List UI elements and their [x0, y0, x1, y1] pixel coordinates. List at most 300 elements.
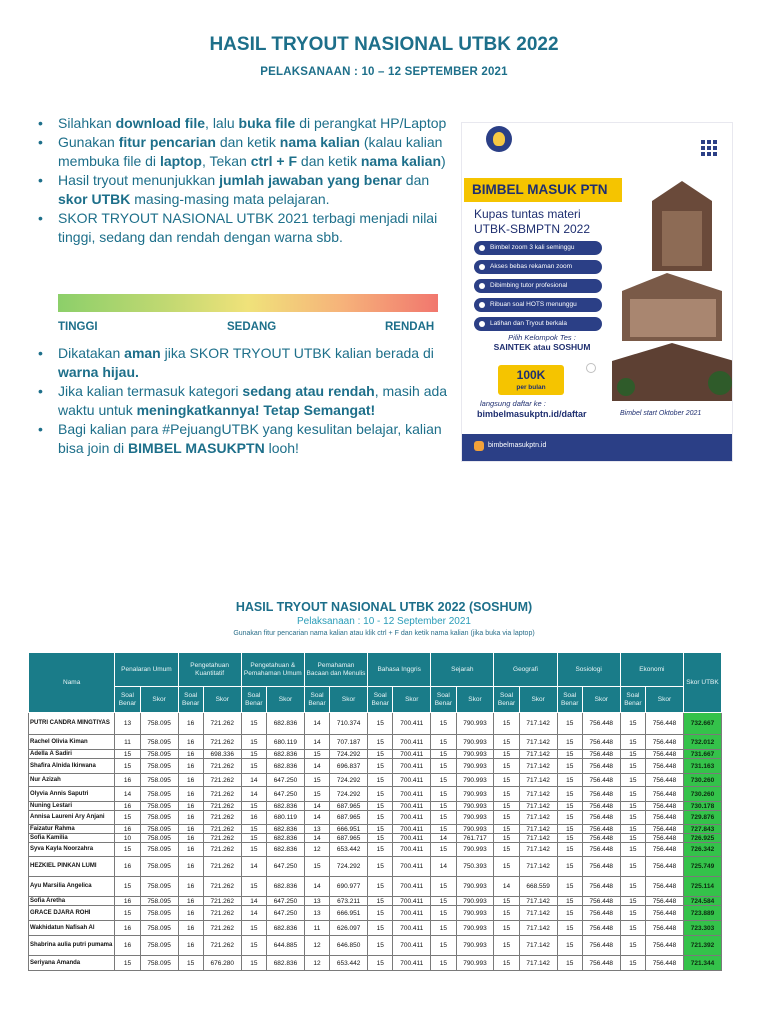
cell-soal-benar: 13 — [304, 825, 329, 834]
cell-soal-benar: 16 — [178, 735, 203, 750]
cell-soal-benar: 15 — [557, 906, 582, 921]
ad-footer — [462, 434, 732, 461]
table-row — [29, 834, 722, 843]
cell-skor: 717.142 — [519, 936, 557, 956]
cell-soal-benar: 16 — [178, 787, 203, 802]
section-title: HASIL TRYOUT NASIONAL UTBK 2022 (SOSHUM) — [235, 600, 533, 614]
cell-skor: 758.095 — [140, 713, 178, 735]
cell-skor-utbk: 731.163 — [683, 759, 721, 774]
cell-soal-benar: 16 — [178, 877, 203, 897]
cell-soal-benar: 15 — [431, 787, 456, 802]
cell-skor: 756.448 — [646, 825, 684, 834]
cell-skor: 687.965 — [330, 811, 368, 825]
cell-soal-benar: 15 — [241, 713, 266, 735]
cell-skor: 717.142 — [519, 759, 557, 774]
cell-skor-utbk: 721.392 — [683, 936, 721, 956]
cell-soal-benar: 15 — [494, 759, 519, 774]
page-subtitle: PELAKSANAAN : 10 – 12 SEPTEMBER 2021 — [260, 66, 508, 78]
cell-soal-benar: 15 — [241, 834, 266, 843]
subheader-soal-benar: Soal Benar — [494, 687, 519, 713]
cell-skor-utbk: 725.749 — [683, 857, 721, 877]
table-row — [29, 936, 722, 956]
ad-register-hint: langsung daftar ke : — [480, 399, 546, 408]
cell-soal-benar: 15 — [494, 936, 519, 956]
cell-skor: 756.448 — [582, 921, 620, 936]
cell-soal-benar: 16 — [178, 906, 203, 921]
cell-skor-utbk: 723.303 — [683, 921, 721, 936]
cell-skor: 756.448 — [582, 750, 620, 759]
cell-name: HEZKIEL PINKAN LUMI — [29, 857, 115, 877]
cell-skor: 700.411 — [393, 759, 431, 774]
table-row — [29, 877, 722, 897]
cell-skor: 758.095 — [140, 759, 178, 774]
subheader-skor: Skor — [203, 687, 241, 713]
cell-skor: 756.448 — [646, 750, 684, 759]
ad-register-link[interactable]: bimbelmasukptn.id/daftar — [477, 409, 587, 419]
cell-soal-benar: 16 — [178, 825, 203, 834]
page-title: HASIL TRYOUT NASIONAL UTBK 2022 — [209, 34, 559, 55]
cell-skor: 756.448 — [582, 843, 620, 857]
cell-skor: 758.095 — [140, 843, 178, 857]
bimbel-logo — [486, 126, 512, 152]
cell-soal-benar: 16 — [178, 774, 203, 787]
cell-soal-benar: 15 — [431, 843, 456, 857]
cell-name: GRACE DJARA ROHI — [29, 906, 115, 921]
cell-soal-benar: 15 — [494, 811, 519, 825]
cell-skor-utbk: 725.114 — [683, 877, 721, 897]
cell-soal-benar: 15 — [494, 750, 519, 759]
cell-skor: 696.837 — [330, 759, 368, 774]
bullet-download: • Silahkan download file, lalu buka file di perangkat HP/Laptop — [38, 114, 448, 133]
subheader-skor: Skor — [456, 687, 494, 713]
cell-soal-benar: 15 — [368, 936, 393, 956]
cell-soal-benar: 15 — [368, 774, 393, 787]
cell-soal-benar: 15 — [620, 713, 645, 735]
cell-name: Sofia Aretha — [29, 897, 115, 906]
cell-skor: 700.411 — [393, 802, 431, 811]
table-row — [29, 802, 722, 811]
cell-soal-benar: 15 — [557, 735, 582, 750]
cell-soal-benar: 15 — [431, 936, 456, 956]
cell-soal-benar: 15 — [241, 759, 266, 774]
cell-soal-benar: 15 — [620, 857, 645, 877]
cell-skor: 700.411 — [393, 956, 431, 971]
col-header-nama: Nama — [29, 653, 115, 713]
cell-skor: 700.411 — [393, 750, 431, 759]
cell-skor: 756.448 — [582, 713, 620, 735]
cell-soal-benar: 15 — [115, 811, 140, 825]
cell-soal-benar: 15 — [494, 906, 519, 921]
scale-label-mid: SEDANG — [227, 321, 277, 333]
cell-soal-benar: 15 — [368, 802, 393, 811]
cell-soal-benar: 16 — [178, 897, 203, 906]
cell-skor: 758.095 — [140, 921, 178, 936]
cell-soal-benar: 15 — [494, 713, 519, 735]
cell-skor: 790.993 — [456, 906, 494, 921]
cell-skor: 756.448 — [646, 857, 684, 877]
cell-skor: 758.095 — [140, 825, 178, 834]
cell-soal-benar: 15 — [620, 735, 645, 750]
cell-skor-utbk: 732.667 — [683, 713, 721, 735]
cell-skor: 700.411 — [393, 787, 431, 802]
cell-skor: 756.448 — [646, 811, 684, 825]
cell-soal-benar: 14 — [115, 787, 140, 802]
instruction-list — [38, 114, 448, 247]
cell-soal-benar: 15 — [431, 759, 456, 774]
cell-skor: 756.448 — [582, 906, 620, 921]
cell-skor: 756.448 — [582, 834, 620, 843]
cell-soal-benar: 15 — [557, 713, 582, 735]
cell-skor-utbk: 727.843 — [683, 825, 721, 834]
cell-skor: 724.292 — [330, 774, 368, 787]
cell-soal-benar: 15 — [304, 857, 329, 877]
cell-skor: 653.442 — [330, 956, 368, 971]
subheader-skor: Skor — [330, 687, 368, 713]
bullet-result: • Hasil tryout menunjukkan jumlah jawaban yang benar dan skor UTBK masing-masing mata pelajaran. — [38, 171, 448, 209]
table-row — [29, 713, 722, 735]
cell-soal-benar: 16 — [241, 811, 266, 825]
cell-skor-utbk: 724.584 — [683, 897, 721, 906]
cell-soal-benar: 14 — [241, 774, 266, 787]
cell-soal-benar: 15 — [241, 877, 266, 897]
subheader-skor: Skor — [140, 687, 178, 713]
cell-skor: 756.448 — [646, 713, 684, 735]
cell-skor: 700.411 — [393, 825, 431, 834]
cell-skor: 682.836 — [266, 713, 304, 735]
cell-soal-benar: 15 — [368, 811, 393, 825]
cell-skor: 644.885 — [266, 936, 304, 956]
cell-skor: 761.717 — [456, 834, 494, 843]
cell-skor: 790.993 — [456, 956, 494, 971]
cell-skor: 790.993 — [456, 759, 494, 774]
cell-skor: 682.836 — [266, 843, 304, 857]
cell-soal-benar: 15 — [494, 834, 519, 843]
cell-skor: 756.448 — [646, 735, 684, 750]
cell-soal-benar: 15 — [368, 843, 393, 857]
cell-soal-benar: 15 — [431, 877, 456, 897]
table-row — [29, 843, 722, 857]
cell-soal-benar: 15 — [431, 735, 456, 750]
cell-skor: 700.411 — [393, 877, 431, 897]
cell-skor: 647.250 — [266, 787, 304, 802]
cell-soal-benar: 15 — [368, 877, 393, 897]
cell-skor: 646.850 — [330, 936, 368, 956]
cell-soal-benar: 15 — [557, 787, 582, 802]
cell-skor: 756.448 — [646, 787, 684, 802]
cell-soal-benar: 15 — [368, 906, 393, 921]
cell-soal-benar: 15 — [368, 735, 393, 750]
bullet-score-category: • SKOR TRYOUT NASIONAL UTBK 2021 terbagi menjadi nilai tinggi, sedang dan rendah dengan warna sbb. — [38, 209, 448, 247]
cell-soal-benar: 14 — [241, 906, 266, 921]
scale-label-high: TINGGI — [58, 321, 98, 333]
cell-soal-benar: 15 — [494, 956, 519, 971]
cell-soal-benar: 15 — [241, 735, 266, 750]
cell-skor: 721.262 — [203, 825, 241, 834]
cell-soal-benar: 12 — [304, 843, 329, 857]
cell-skor: 721.262 — [203, 906, 241, 921]
cell-soal-benar: 15 — [494, 802, 519, 811]
cell-skor: 758.095 — [140, 936, 178, 956]
cell-skor-utbk: 726.342 — [683, 843, 721, 857]
cell-skor: 756.448 — [646, 921, 684, 936]
cell-soal-benar: 15 — [620, 906, 645, 921]
ad-feature-pill: Akses bebas rekaman zoom — [474, 260, 602, 274]
cell-skor: 758.095 — [140, 956, 178, 971]
table-row — [29, 750, 722, 759]
cell-skor: 758.095 — [140, 750, 178, 759]
cell-soal-benar: 14 — [431, 834, 456, 843]
bimbel-ad[interactable] — [461, 122, 733, 462]
results-table — [28, 652, 722, 971]
cell-soal-benar: 10 — [115, 834, 140, 843]
cell-soal-benar: 16 — [178, 759, 203, 774]
table-row — [29, 787, 722, 802]
cell-soal-benar: 15 — [431, 811, 456, 825]
cell-soal-benar: 15 — [115, 750, 140, 759]
cell-skor: 717.142 — [519, 774, 557, 787]
cell-skor: 756.448 — [646, 802, 684, 811]
cell-skor: 682.836 — [266, 825, 304, 834]
cell-soal-benar: 14 — [431, 857, 456, 877]
cell-skor: 700.411 — [393, 897, 431, 906]
cell-skor: 756.448 — [646, 774, 684, 787]
cell-soal-benar: 15 — [620, 802, 645, 811]
cell-soal-benar: 15 — [115, 877, 140, 897]
cell-skor: 790.993 — [456, 713, 494, 735]
cell-soal-benar: 15 — [368, 956, 393, 971]
cell-skor: 756.448 — [646, 936, 684, 956]
table-row — [29, 906, 722, 921]
cell-name: Rachel Olivia Kiman — [29, 735, 115, 750]
cell-skor: 676.280 — [203, 956, 241, 971]
cell-soal-benar: 15 — [620, 774, 645, 787]
cell-soal-benar: 15 — [431, 713, 456, 735]
cell-skor: 758.095 — [140, 802, 178, 811]
cell-skor: 756.448 — [646, 834, 684, 843]
cell-soal-benar: 15 — [557, 857, 582, 877]
cell-skor: 790.993 — [456, 787, 494, 802]
cell-soal-benar: 14 — [304, 735, 329, 750]
cell-soal-benar: 15 — [557, 956, 582, 971]
cell-skor: 721.262 — [203, 921, 241, 936]
cell-skor: 790.993 — [456, 921, 494, 936]
cell-soal-benar: 16 — [178, 834, 203, 843]
cell-skor: 790.993 — [456, 735, 494, 750]
cell-skor: 721.262 — [203, 802, 241, 811]
cell-soal-benar: 16 — [178, 857, 203, 877]
cell-soal-benar: 15 — [557, 774, 582, 787]
cell-skor: 700.411 — [393, 857, 431, 877]
cell-name: Wakhidatun Nafisah Al — [29, 921, 115, 936]
cell-skor-utbk: 730.178 — [683, 802, 721, 811]
cell-soal-benar: 15 — [431, 906, 456, 921]
cell-skor: 756.448 — [582, 897, 620, 906]
cell-soal-benar: 15 — [241, 802, 266, 811]
ad-feature-pill: Bimbel zoom 3 kali seminggu — [474, 241, 602, 255]
cell-skor-utbk: 732.012 — [683, 735, 721, 750]
cell-skor: 758.095 — [140, 735, 178, 750]
cell-soal-benar: 15 — [557, 921, 582, 936]
cell-soal-benar: 16 — [115, 774, 140, 787]
cell-skor: 666.951 — [330, 906, 368, 921]
cell-skor: 758.095 — [140, 906, 178, 921]
cell-soal-benar: 15 — [241, 921, 266, 936]
cell-skor: 721.262 — [203, 811, 241, 825]
cell-skor: 717.142 — [519, 834, 557, 843]
cell-skor: 756.448 — [646, 897, 684, 906]
cell-name: Ayu Marsilia Angelica — [29, 877, 115, 897]
cell-soal-benar: 15 — [620, 811, 645, 825]
circle-icon — [586, 363, 596, 373]
cell-skor: 756.448 — [582, 877, 620, 897]
cell-soal-benar: 15 — [241, 750, 266, 759]
cell-soal-benar: 15 — [494, 735, 519, 750]
cell-skor: 687.965 — [330, 834, 368, 843]
cell-skor: 724.292 — [330, 787, 368, 802]
cell-soal-benar: 12 — [304, 936, 329, 956]
subheader-soal-benar: Soal Benar — [557, 687, 582, 713]
cell-skor: 721.262 — [203, 713, 241, 735]
subheader-skor: Skor — [393, 687, 431, 713]
cell-skor: 682.836 — [266, 956, 304, 971]
cell-soal-benar: 13 — [304, 906, 329, 921]
bullet-safe: • Dikatakan aman jika SKOR TRYOUT UTBK kalian berada di warna hijau. — [38, 344, 448, 382]
cell-soal-benar: 15 — [304, 750, 329, 759]
cell-skor: 700.411 — [393, 906, 431, 921]
ad-group-text: SAINTEK atau SOSHUM — [493, 342, 591, 352]
cell-soal-benar: 15 — [241, 825, 266, 834]
cell-soal-benar: 15 — [368, 834, 393, 843]
cell-skor: 756.448 — [582, 936, 620, 956]
cell-soal-benar: 15 — [431, 921, 456, 936]
cell-skor-utbk: 729.876 — [683, 811, 721, 825]
cell-skor: 666.951 — [330, 825, 368, 834]
cell-soal-benar: 15 — [368, 787, 393, 802]
cell-skor: 647.250 — [266, 774, 304, 787]
cell-skor-utbk: 730.260 — [683, 774, 721, 787]
ad-handle: bimbelmasukptn.id — [488, 442, 547, 449]
cell-soal-benar: 15 — [115, 956, 140, 971]
cell-skor: 756.448 — [582, 735, 620, 750]
cell-soal-benar: 14 — [304, 802, 329, 811]
cell-soal-benar: 15 — [620, 897, 645, 906]
table-row — [29, 735, 722, 750]
section-subtitle: Pelaksanaan : 10 - 12 September 2021 — [296, 616, 471, 627]
cell-soal-benar: 13 — [304, 897, 329, 906]
cell-soal-benar: 16 — [115, 936, 140, 956]
cell-soal-benar: 11 — [115, 735, 140, 750]
cell-name: PUTRI CANDRA MINGTIYAS — [29, 713, 115, 735]
cell-soal-benar: 16 — [178, 750, 203, 759]
subheader-soal-benar: Soal Benar — [368, 687, 393, 713]
ad-pilih-text: Pilih Kelompok Tes : — [508, 333, 576, 342]
cell-soal-benar: 15 — [431, 750, 456, 759]
scale-label-low: RENDAH — [385, 321, 435, 333]
cell-soal-benar: 15 — [368, 857, 393, 877]
cell-name: Shafira Alnida Ikirwana — [29, 759, 115, 774]
col-header-subject: Sosiologi — [557, 653, 620, 687]
cell-skor: 790.993 — [456, 802, 494, 811]
cell-soal-benar: 15 — [620, 956, 645, 971]
cell-skor: 700.411 — [393, 921, 431, 936]
cell-soal-benar: 15 — [557, 834, 582, 843]
table-row — [29, 825, 722, 834]
cell-skor: 717.142 — [519, 802, 557, 811]
cell-soal-benar: 16 — [115, 802, 140, 811]
cell-soal-benar: 15 — [620, 921, 645, 936]
cell-skor: 758.095 — [140, 877, 178, 897]
cell-skor: 673.211 — [330, 897, 368, 906]
cell-skor: 724.292 — [330, 857, 368, 877]
cell-skor: 756.448 — [646, 956, 684, 971]
cell-soal-benar: 16 — [115, 921, 140, 936]
cell-skor: 700.411 — [393, 774, 431, 787]
cell-soal-benar: 15 — [494, 825, 519, 834]
section-guide: Gunakan fitur pencarian nama kalian atau klik ctrl + F dan ketik nama kalian (jika buka via laptop) — [233, 630, 535, 637]
cell-skor: 756.448 — [582, 956, 620, 971]
cell-skor: 790.993 — [456, 825, 494, 834]
cell-soal-benar: 16 — [115, 825, 140, 834]
cell-soal-benar: 15 — [494, 843, 519, 857]
cell-skor: 790.993 — [456, 843, 494, 857]
cell-skor-utbk: 730.260 — [683, 787, 721, 802]
cell-skor: 756.448 — [582, 802, 620, 811]
cell-name: Nur Azizah — [29, 774, 115, 787]
cell-soal-benar: 15 — [557, 897, 582, 906]
cell-skor: 717.142 — [519, 857, 557, 877]
cell-skor: 758.095 — [140, 897, 178, 906]
cell-soal-benar: 15 — [304, 787, 329, 802]
cell-skor: 647.250 — [266, 857, 304, 877]
cell-name: Annisa Laureni Ary Anjani — [29, 811, 115, 825]
col-header-skor: Skor UTBK — [683, 653, 721, 713]
ad-feature-pill: Latihan dan Tryout berkala — [474, 317, 602, 331]
cell-skor: 698.336 — [203, 750, 241, 759]
cell-skor: 682.836 — [266, 834, 304, 843]
table-row — [29, 956, 722, 971]
cell-skor: 687.965 — [330, 802, 368, 811]
cell-skor: 756.448 — [646, 906, 684, 921]
cell-name: Syva Kayla Noorzahra — [29, 843, 115, 857]
cell-name: Seriyana Amanda — [29, 956, 115, 971]
cell-name: Olyvia Annis Saputri — [29, 787, 115, 802]
cell-skor: 707.187 — [330, 735, 368, 750]
ad-feature-pill: Ribuan soal HOTS menunggu — [474, 298, 602, 312]
cell-skor: 721.262 — [203, 834, 241, 843]
table-subheader-row — [29, 687, 722, 713]
table-row — [29, 811, 722, 825]
cell-skor: 682.836 — [266, 750, 304, 759]
subheader-soal-benar: Soal Benar — [431, 687, 456, 713]
cell-soal-benar: 16 — [178, 802, 203, 811]
cell-soal-benar: 15 — [557, 936, 582, 956]
cell-skor: 653.442 — [330, 843, 368, 857]
cell-skor: 682.836 — [266, 877, 304, 897]
cell-soal-benar: 15 — [368, 825, 393, 834]
table-header-row — [29, 653, 722, 687]
cell-soal-benar: 15 — [620, 825, 645, 834]
cell-soal-benar: 15 — [368, 921, 393, 936]
col-header-subject: Sejarah — [431, 653, 494, 687]
cell-skor: 700.411 — [393, 713, 431, 735]
cell-soal-benar: 15 — [557, 802, 582, 811]
cell-soal-benar: 15 — [241, 936, 266, 956]
cell-skor: 724.292 — [330, 750, 368, 759]
cell-skor: 721.262 — [203, 877, 241, 897]
score-color-scale — [58, 294, 438, 312]
campus-buildings-illustration — [612, 161, 733, 401]
cell-skor: 717.142 — [519, 921, 557, 936]
